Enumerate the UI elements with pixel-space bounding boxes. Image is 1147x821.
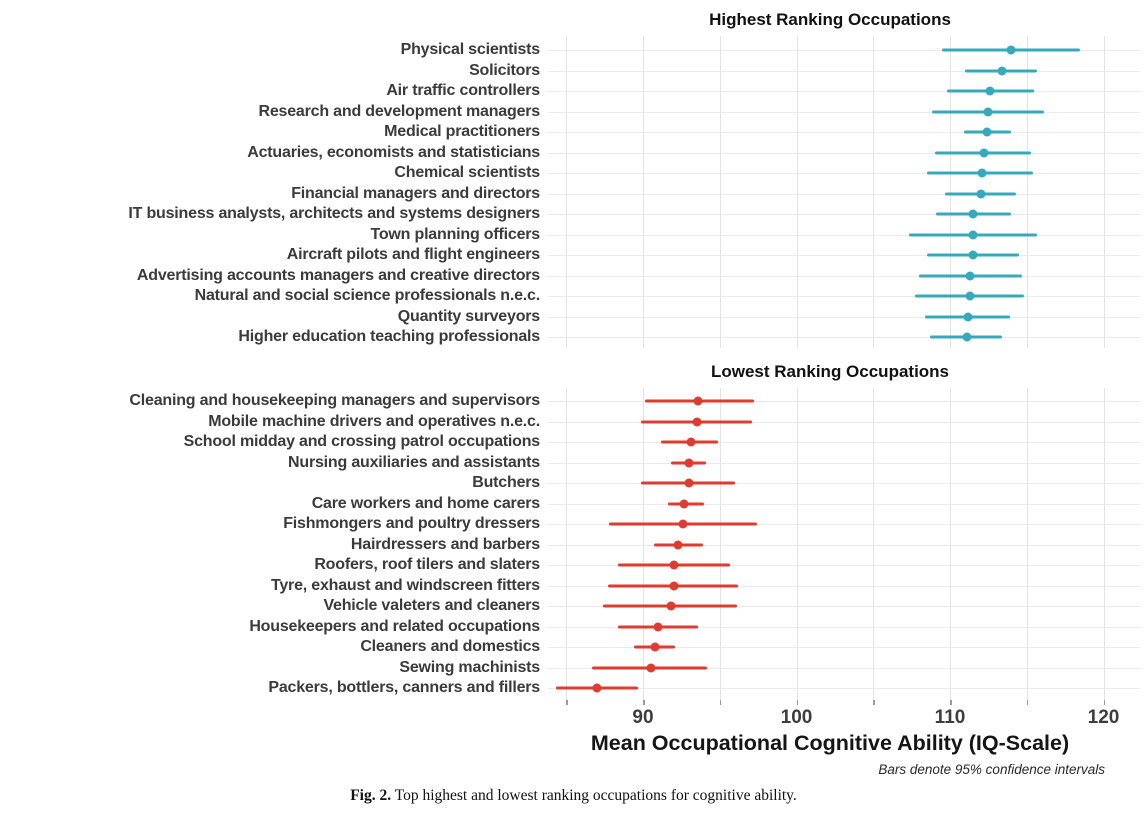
occupation-label: Tyre, exhaust and windscreen fitters — [270, 576, 540, 594]
occupation-label: Mobile machine drivers and operatives n.e.c. — [208, 412, 540, 430]
mean-dot — [978, 169, 987, 178]
gridline-vertical — [720, 36, 721, 348]
gridline-vertical — [1027, 36, 1028, 348]
occupation-label: Higher education teaching professionals — [238, 328, 540, 345]
gridline-horizontal — [548, 296, 1140, 297]
x-axis-tick — [797, 700, 799, 705]
occupation-label: Actuaries, economists and statisticians — [247, 143, 540, 161]
mean-dot — [969, 251, 978, 260]
gridline-horizontal — [548, 112, 1140, 113]
occupation-label: Roofers, roof tilers and slaters — [314, 556, 540, 574]
gridline-horizontal — [548, 255, 1140, 256]
occupation-label: Housekeepers and related occupations — [249, 617, 540, 635]
mean-dot — [685, 479, 694, 488]
mean-dot — [669, 561, 678, 570]
gridline-vertical — [1104, 36, 1105, 348]
gridline-horizontal — [548, 235, 1140, 236]
gridline-horizontal — [548, 422, 1140, 423]
mean-dot — [654, 622, 663, 631]
gridline-vertical — [873, 36, 874, 348]
mean-dot — [962, 333, 971, 342]
occupation-label: Care workers and home carers — [311, 494, 540, 512]
gridline-horizontal — [548, 483, 1140, 484]
gridline-horizontal — [548, 276, 1140, 277]
occupation-label: Medical practitioners — [384, 123, 540, 140]
mean-dot — [976, 189, 985, 198]
occupation-label: Cleaning and housekeeping managers and supervisors — [129, 392, 540, 410]
x-axis-title: Mean Occupational Cognitive Ability (IQ-Scale) — [590, 731, 1070, 755]
caption-text: Top highest and lowest ranking occupations for cognitive ability. — [391, 787, 797, 804]
gridline-vertical — [797, 36, 798, 348]
occupation-label: Cleaners and domestics — [360, 638, 540, 656]
mean-dot — [969, 210, 978, 219]
mean-dot — [694, 397, 703, 406]
mean-dot — [982, 128, 991, 137]
mean-dot — [669, 581, 678, 590]
x-tick-label: 110 — [934, 707, 966, 728]
mean-dot — [965, 292, 974, 301]
mean-dot — [646, 663, 655, 672]
x-axis-tick — [566, 700, 568, 705]
x-axis-tick — [1027, 700, 1029, 705]
mean-dot — [998, 66, 1007, 75]
occupation-label: Advertising accounts managers and creative directors — [136, 266, 540, 284]
mean-dot — [979, 148, 988, 157]
occupation-label: School midday and crossing patrol occupations — [183, 433, 540, 451]
gridline-horizontal — [548, 132, 1140, 133]
occupation-label: Natural and social science professionals n.e.c. — [194, 287, 540, 304]
mean-dot — [686, 438, 695, 447]
x-tick-label: 120 — [1087, 707, 1120, 728]
occupation-label: Financial managers and directors — [291, 184, 540, 202]
mean-dot — [678, 520, 687, 529]
occupation-label: Chemical scientists — [394, 164, 540, 181]
occupation-label: Aircraft pilots and flight engineers — [286, 246, 540, 263]
mean-dot — [692, 417, 701, 426]
occupation-label: Quantity surveyors — [397, 307, 540, 325]
x-axis-tick — [720, 700, 722, 705]
occupation-label: IT business analysts, architects and systems designers — [128, 205, 540, 222]
gridline-horizontal — [548, 337, 1140, 338]
gridline-horizontal — [548, 442, 1140, 443]
occupation-label: Sewing machinists — [399, 658, 540, 676]
mean-dot — [964, 312, 973, 321]
gridline-horizontal — [548, 545, 1140, 546]
occupation-label: Vehicle valeters and cleaners — [323, 597, 540, 615]
gridline-horizontal — [548, 91, 1140, 92]
caption-prefix: Fig. 2. — [350, 787, 392, 804]
gridline-horizontal — [548, 504, 1140, 505]
occupation-label: Town planning officers — [370, 225, 540, 243]
panel-title: Highest Ranking Occupations — [709, 10, 951, 29]
mean-dot — [965, 271, 974, 280]
occupation-label: Nursing auxiliaries and assistants — [288, 453, 540, 471]
gridline-horizontal — [548, 401, 1140, 402]
mean-dot — [685, 458, 694, 467]
gridline-horizontal — [548, 194, 1140, 195]
x-axis-tick — [1104, 700, 1106, 705]
gridline-horizontal — [548, 153, 1140, 154]
mean-dot — [674, 540, 683, 549]
panel-title: Lowest Ranking Occupations — [710, 362, 950, 381]
gridline-horizontal — [548, 71, 1140, 72]
gridline-horizontal — [548, 214, 1140, 215]
mean-dot — [592, 684, 601, 693]
occupation-label: Solicitors — [469, 61, 540, 79]
occupation-label: Packers, bottlers, canners and fillers — [268, 679, 540, 697]
gridline-vertical — [643, 36, 644, 348]
ci-note: Bars denote 95% confidence intervals — [878, 762, 1105, 777]
x-tick-label: 100 — [780, 707, 813, 728]
occupation-label: Research and development managers — [258, 102, 540, 120]
occupation-label: Fishmongers and poultry dressers — [283, 515, 540, 533]
x-axis-tick — [950, 700, 952, 705]
figure-caption — [0, 787, 1147, 805]
mean-dot — [969, 230, 978, 239]
mean-dot — [666, 602, 675, 611]
mean-dot — [985, 87, 994, 96]
occupation-label: Physical scientists — [400, 41, 540, 58]
gridline-horizontal — [548, 317, 1140, 318]
mean-dot — [651, 643, 660, 652]
x-tick-label: 90 — [632, 707, 654, 728]
mean-dot — [680, 499, 689, 508]
gridline-horizontal — [548, 463, 1140, 464]
mean-dot — [1007, 46, 1016, 55]
mean-dot — [984, 107, 993, 116]
occupation-label: Hairdressers and barbers — [350, 535, 540, 553]
occupation-label: Air traffic controllers — [386, 82, 540, 99]
occupation-label: Butchers — [472, 474, 540, 492]
x-axis-tick — [643, 700, 645, 705]
gridline-horizontal — [548, 173, 1140, 174]
x-axis-tick — [873, 700, 875, 705]
gridline-vertical — [566, 36, 567, 348]
